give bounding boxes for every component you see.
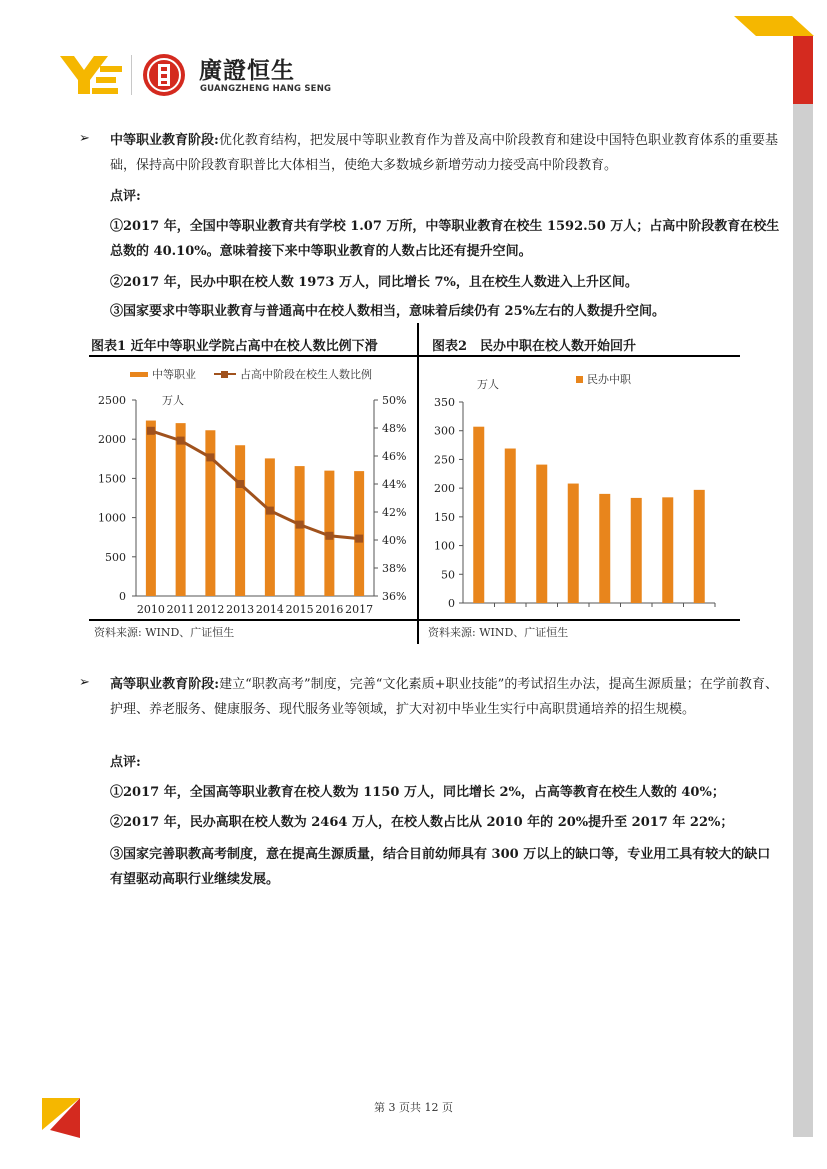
bar xyxy=(694,490,705,603)
right-side-rail xyxy=(793,104,813,1137)
y-tick-label-left: 1500 xyxy=(98,472,126,486)
figures-bottom-rule xyxy=(89,619,740,621)
section1-heading: 中等职业教育阶段: xyxy=(110,133,219,148)
x-tick-label: 2015 xyxy=(285,603,314,616)
y-tick-label-right: 36% xyxy=(382,590,407,603)
section2-comment-2: ②2017 年，民办高职在校人数为 2464 万人，在校人数占比从 2010 年的 20%提升至 2017 年 22%； xyxy=(110,815,734,830)
y-tick-label-right: 50% xyxy=(382,394,407,407)
page-number: 第 3 页共 12 页 xyxy=(374,1101,453,1114)
section2-heading: 高等职业教育阶段: xyxy=(110,677,220,692)
line-point xyxy=(206,453,214,461)
y-tick-label-right: 44% xyxy=(382,478,407,491)
section1-comment-2: ②2017 年，民办中职在校人数 1973 万人，同比增长 7%，且在校生人数进入上升区间。 xyxy=(110,275,638,290)
bar xyxy=(662,497,673,603)
bar xyxy=(599,494,610,603)
line-point xyxy=(177,437,185,445)
line-point xyxy=(147,427,155,435)
section2-paragraph xyxy=(110,672,778,722)
corner-decoration xyxy=(730,14,827,104)
bar xyxy=(265,458,275,596)
y-tick-label-right: 40% xyxy=(382,534,407,547)
y-tick-label: 300 xyxy=(434,424,455,438)
bullet-arrow: ➢ xyxy=(79,131,90,146)
bar xyxy=(536,465,547,603)
line-point xyxy=(236,480,244,488)
x-tick-label: 2014 xyxy=(255,603,284,616)
brand-name-en: GUANGZHENG HANG SENG xyxy=(200,84,332,94)
y-tick-label-right: 38% xyxy=(382,562,407,575)
y-tick-label: 350 xyxy=(434,396,455,409)
figure2-chart xyxy=(423,358,723,618)
figure1-title: 图表1 近年中等职业学院占高中在校人数比例下滑 xyxy=(91,339,378,354)
section1-comment-label: 点评: xyxy=(110,189,141,204)
figure2-title: 图表2 民办中职在校人数开始回升 xyxy=(432,339,637,354)
x-tick-label: 2013 xyxy=(226,603,255,616)
figure2-source: 资料来源: WIND、广证恒生 xyxy=(428,626,569,639)
y-axis-unit-label: 万人 xyxy=(162,394,184,407)
y-tick-label-left: 500 xyxy=(105,550,126,564)
legend-swatch-bar xyxy=(130,372,148,377)
y-tick-label-left: 2000 xyxy=(98,433,126,447)
y-tick-label-left: 0 xyxy=(119,590,126,603)
figures-divider xyxy=(417,323,419,644)
section2-comment-1: ①2017 年，全国高等职业教育在校人数为 1150 万人，同比增长 2%，占高等教育在校生人数的 40%； xyxy=(110,785,725,800)
legend-swatch-bar xyxy=(576,376,583,383)
bar xyxy=(295,466,305,596)
y-tick-label: 0 xyxy=(448,597,455,610)
bar xyxy=(631,498,642,603)
bar xyxy=(176,423,186,596)
bar xyxy=(235,445,245,596)
section1-text: 优化教育结构，把发展中等职业教育作为普及高中阶段教育和建设中国特色职业教育体系的重要基础，保持高中阶段教育职普比大体相当，使绝大多数城乡新增劳动力接受高中阶段教育。 xyxy=(110,133,778,173)
y-tick-label: 250 xyxy=(434,453,455,467)
x-tick-label: 2016 xyxy=(315,603,344,616)
legend-swatch-marker xyxy=(221,371,228,378)
x-tick-label: 2010 xyxy=(136,603,165,616)
figures-top-rule xyxy=(89,355,740,357)
x-tick-label: 2011 xyxy=(166,603,195,616)
y-tick-label: 200 xyxy=(434,482,455,496)
line-point xyxy=(325,532,333,540)
ye-logo-icon xyxy=(60,52,124,96)
section2-text: 建立“职教高考”制度，完善“文化素质+职业技能”的考试招生办法，提高生源质量；在学前教育、护理、养老服务、健康服务、现代服务业等领域，扩大对初中毕业生实行中高职贯通培养的招生规模。 xyxy=(110,677,778,717)
line-point xyxy=(296,521,304,529)
section1-paragraph xyxy=(110,128,778,178)
bar xyxy=(568,484,579,603)
y-axis-unit-label: 万人 xyxy=(477,378,499,391)
y-tick-label: 50 xyxy=(441,568,455,582)
bar xyxy=(146,421,156,596)
section1-comment-3: ③国家要求中等职业教育与普通高中在校人数相当，意味着后续仍有 25%左右的人数提升空间。 xyxy=(110,304,665,319)
legend-label-bar: 中等职业 xyxy=(152,368,196,381)
line-point xyxy=(266,507,274,515)
x-tick-label: 2012 xyxy=(196,603,225,616)
y-tick-label: 150 xyxy=(434,510,455,524)
y-tick-label-left: 2500 xyxy=(98,394,126,407)
section2-comment-3: ③国家完善职教高考制度，意在提高生源质量，结合目前幼师具有 300 万以上的缺口等，专业用工具有较大的缺口有望驱动高职行业继续发展。 xyxy=(110,847,771,887)
bar xyxy=(473,427,484,603)
line-point xyxy=(355,535,363,543)
seal-logo-icon xyxy=(141,52,187,98)
legend-label-line: 占高中阶段在校生人数比例 xyxy=(240,368,372,381)
y-tick-label-left: 1000 xyxy=(98,511,126,525)
section1-comment-1: ①2017 年，全国中等职业教育共有学校 1.07 万所，中等职业教育在校生 1592.50 万人；占高中阶段教育在校生总数的 40.10%。意味着接下来中等职业教育的人数占比还有提升空间。 xyxy=(110,219,780,259)
section2-comment-label: 点评: xyxy=(110,755,141,770)
figure1-source: 资料来源: WIND、广证恒生 xyxy=(94,626,235,639)
logo-separator xyxy=(131,55,132,95)
bar xyxy=(505,449,516,603)
y-tick-label-right: 42% xyxy=(382,506,407,519)
y-tick-label-right: 48% xyxy=(382,422,407,435)
x-tick-label: 2017 xyxy=(345,603,374,616)
brand-name-cn: 廣證恒生 xyxy=(199,58,295,84)
bar xyxy=(354,471,364,596)
legend-label-bar: 民办中职 xyxy=(587,373,631,386)
figure1-chart xyxy=(90,358,415,618)
y-tick-label-right: 46% xyxy=(382,450,407,463)
y-tick-label: 100 xyxy=(434,539,455,553)
bullet-arrow: ➢ xyxy=(79,675,90,690)
